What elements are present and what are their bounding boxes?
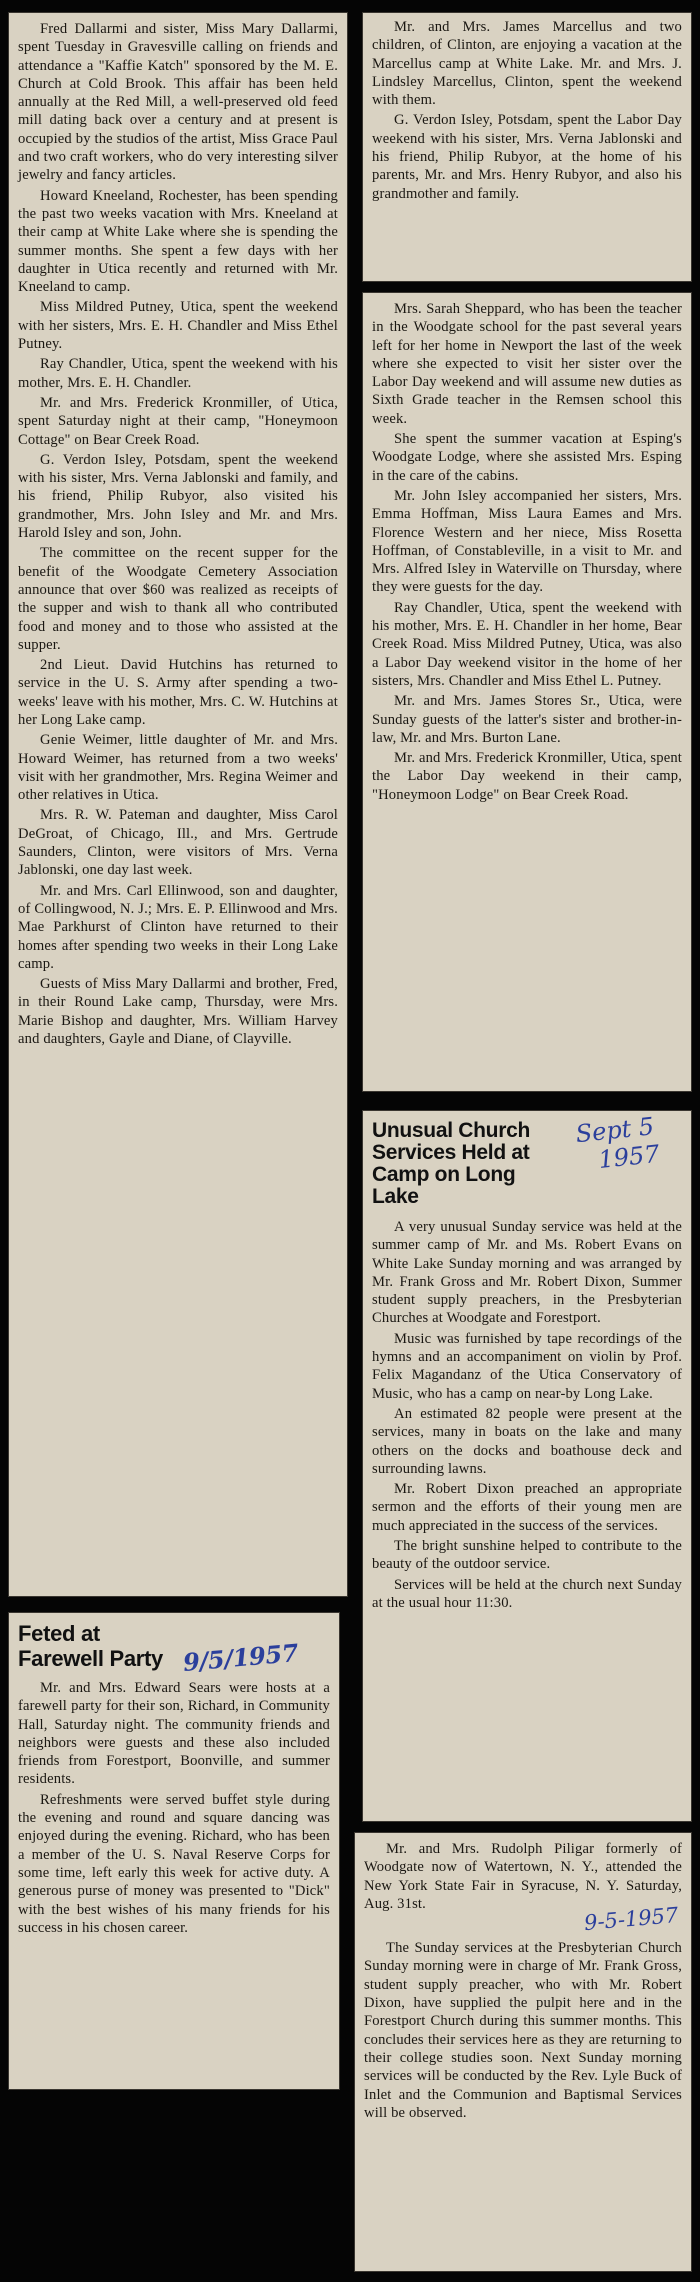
feted-headline-line1: Feted at (18, 1621, 100, 1646)
news-item: Mr. and Mrs. Carl Ellinwood, son and daughter, of Collingwood, N. J.; Mrs. E. P. Ellinwood and Mrs. Mae Parkhurst of Clinton have returned to their homes after spending two weeks in their Long Lake camp. (18, 882, 338, 972)
news-item: Music was furnished by tape recordings of the hymns and an accompaniment on violin by Prof. Felix Magandanz of the Utica Conservatory of Music, who has a camp on near-by Long Lake. (372, 1330, 682, 1402)
church-headline-line3: Camp on Long Lake (372, 1163, 516, 1208)
news-item: Mr. and Mrs. Rudolph Piligar formerly of Woodgate now of Watertown, N. Y., attended the New York State Fair in Syracuse, N. Y. Saturday, Aug. 31st. (364, 1841, 682, 1912)
church-clipping (362, 1110, 692, 1822)
handwritten-date: 9-5-1957 (582, 1903, 679, 1936)
handwritten-date: 9/5/1957 (181, 1638, 300, 1677)
feted-headline-line2 (18, 1638, 330, 1677)
feted-clipping (8, 1612, 340, 2090)
handwritten-date (574, 1112, 660, 1176)
news-item: Genie Weimer, little daughter of Mr. and Mrs. Howard Weimer, has returned from a two weeks' visit with her grandmother, Mrs. Regina Weimer and other relatives in Utica. (18, 732, 338, 804)
news-item: The bright sunshine helped to contribute to the beauty of the outdoor service. (372, 1538, 682, 1573)
left-column-text (18, 20, 338, 1048)
news-item: G. Verdon Isley, Potsdam, spent the Labor Day weekend with his sister, Mrs. Verna Jablonski and his friend, Philip Rubyor, at the home of his parents, Mr. and Mrs. Henry Rubyor, and also his grandmother and family. (372, 112, 682, 202)
news-item: Mr. and Mrs. Frederick Kronmiller, Utica, spent the Labor Day weekend in their camp, "Honeymoon Lodge" on Bear Creek Road. (372, 750, 682, 803)
handwritten-date-line2: 1957 (597, 1139, 661, 1174)
news-item: The committee on the recent supper for the benefit of the Woodgate Cemetery Association announce that over $60 was realized as receipts of the supper and wish to thank all who contributed food and money and to those who assisted at the supper. (18, 545, 338, 653)
news-item: Mr. and Mrs. Edward Sears were hosts at a farewell party for their son, Richard, in Community Hall, Saturday night. The community friends and neighbors were guests and these also included friends from Forestport, Boonville, and summer residents. (18, 1680, 330, 1788)
news-item: Guests of Miss Mary Dallarmi and brother, Fred, in their Round Lake camp, Thursday, were Mrs. Marie Bishop and daughter, Mrs. William Harvey and daughters, Gayle and Diane, of Clayville. (18, 976, 338, 1048)
news-item: Mr. Robert Dixon preached an appropriate sermon and the efforts of their young men are much appreciated in the success of the services. (372, 1481, 682, 1534)
news-item: Mrs. Sarah Sheppard, who has been the teacher in the Woodgate school for the past several years left for her home in Newport the last of the week where she expected to visit her sister over the Labor Day weekend and will assume new duties as Sixth Grade teacher in the Remsen school this week. (372, 301, 682, 427)
news-item: Mrs. R. W. Pateman and daughter, Miss Carol DeGroat, of Chicago, Ill., and Mrs. Gertrude Saunders, Clinton, were visitors of Mrs. Verna Jablonski, one day last week. (18, 807, 338, 879)
news-item: Mr. and Mrs. James Stores Sr., Utica, were Sunday guests of the latter's sister and brother-in-law, Mr. and Mrs. Burton Lane. (372, 693, 682, 746)
news-item: Refreshments were served buffet style during the evening and round and square dancing was enjoyed during the evening. Richard, who has been a member of the U. S. Naval Reserve Corps for some time, left early this week for active duty. A generous purse of money was presented to "Dick" with the best wishes of his many friends for his success in his chosen career. (18, 1791, 330, 1936)
right-top-clipping (362, 12, 692, 282)
feted-headline-text: Farewell Party (18, 1646, 163, 1671)
news-item: An estimated 82 people were present at the services, many in boats on the lake and many others on the docks and boathouse deck and surrounding lawns. (372, 1405, 682, 1477)
news-item: Miss Mildred Putney, Utica, spent the weekend with her sisters, Mrs. E. H. Chandler and Miss Ethel Putney. (18, 299, 338, 353)
news-item: She spent the summer vacation at Esping's Woodgate Lodge, where she assisted Mrs. Esping in the care of the cabins. (372, 431, 682, 484)
news-item: G. Verdon Isley, Potsdam, spent the weekend with his sister, Mrs. Verna Jablonski and family, and his friend, Philip Rubyor, also visited his grandmother, Mrs. John Isley and Mr. and Mrs. Harold Isley and son, John. (18, 451, 338, 542)
news-item: Mr. John Isley accompanied her sisters, Mrs. Emma Hoffman, Miss Laura Eames and Mrs. Florence Western and her niece, Miss Rosetta Hoffman, of Constableville, in a visit to Mr. and Mrs. Alfred Isley in Waterville on Thursday, where they were guests for the day. (372, 487, 682, 596)
news-item: Services will be held at the church next Sunday at the usual hour 11:30. (372, 1576, 682, 1611)
left-column-clipping (8, 12, 348, 1597)
right-middle-clipping (362, 292, 692, 1092)
church-headline-line2: Services Held at (372, 1141, 530, 1164)
news-item: Ray Chandler, Utica, spent the weekend with his mother, Mrs. E. H. Chandler in her home, Bear Creek Road. Miss Mildred Putney, Utica, was also a Labor Day weekend visitor in the home of her sisters, Mrs. Chandler and Miss Ethel L. Putney. (372, 599, 682, 689)
news-item: Ray Chandler, Utica, spent the weekend with his mother, Mrs. E. H. Chandler. (18, 356, 338, 391)
news-item: A very unusual Sunday service was held at the summer camp of Mr. and Ms. Robert Evans on White Lake Sunday morning and was arranged by Mr. Frank Gross and Mr. Robert Dixon, Summer student supply preachers, in the Presbyterian Churches at Woodgate and Forestport. (372, 1219, 682, 1327)
church-headline-line1: Unusual Church (372, 1119, 530, 1142)
news-item: Mr. and Mrs. Frederick Kronmiller, of Utica, spent Saturday night at their camp, "Honeymoon Cottage" on Bear Creek Road. (18, 394, 338, 448)
news-item: Fred Dallarmi and sister, Miss Mary Dallarmi, spent Tuesday in Gravesville calling on friends and attendance a "Kaffie Katch" sponsored by the M. E. Church at Cold Brook. This affair has been held annually at the Red Mill, a well-preserved old feed mill dating back over a century and at present is occupied by the studios of the artist, Miss Grace Paul and two craft workers, who do very interesting silver jewelry and fancy articles. (18, 21, 338, 184)
news-item: The Sunday services at the Presbyterian Church Sunday morning were in charge of Mr. Frank Gross, student supply preacher, who with Mr. Robert Dixon, have supplied the pulpit here and in the Forestport Church during this summer months. This concludes their services here as they are returning to their college studies soon. Next Sunday morning services will be conducted by the Rev. Lyle Buck of Inlet and the Communion and Baptismal Services will be observed. (364, 1940, 682, 2121)
feted-headline (18, 1621, 330, 1677)
news-item: Mr. and Mrs. James Marcellus and two children, of Clinton, are enjoying a vacation at the Marcellus camp at White Lake. Mr. and Mrs. J. Lindsley Marcellus, Clinton, spent the weekend with them. (372, 19, 682, 109)
church-headline (372, 1120, 562, 1208)
handwritten-date-line1: Sept 5 (574, 1112, 656, 1149)
news-item: 2nd Lieut. David Hutchins has returned to service in the U. S. Army after spending a two-weeks' leave with his mother, Mrs. C. W. Hutchins at her Long Lake camp. (18, 657, 338, 728)
bottom-right-clipping (354, 1832, 692, 2272)
news-item: Howard Kneeland, Rochester, has been spending the past two weeks vacation with Mrs. Kneeland at their camp at White Lake where she is spending the summer months. She spent a few days with her daughter in Utica recently and returned with Mr. Kneeland to camp. (18, 187, 338, 296)
